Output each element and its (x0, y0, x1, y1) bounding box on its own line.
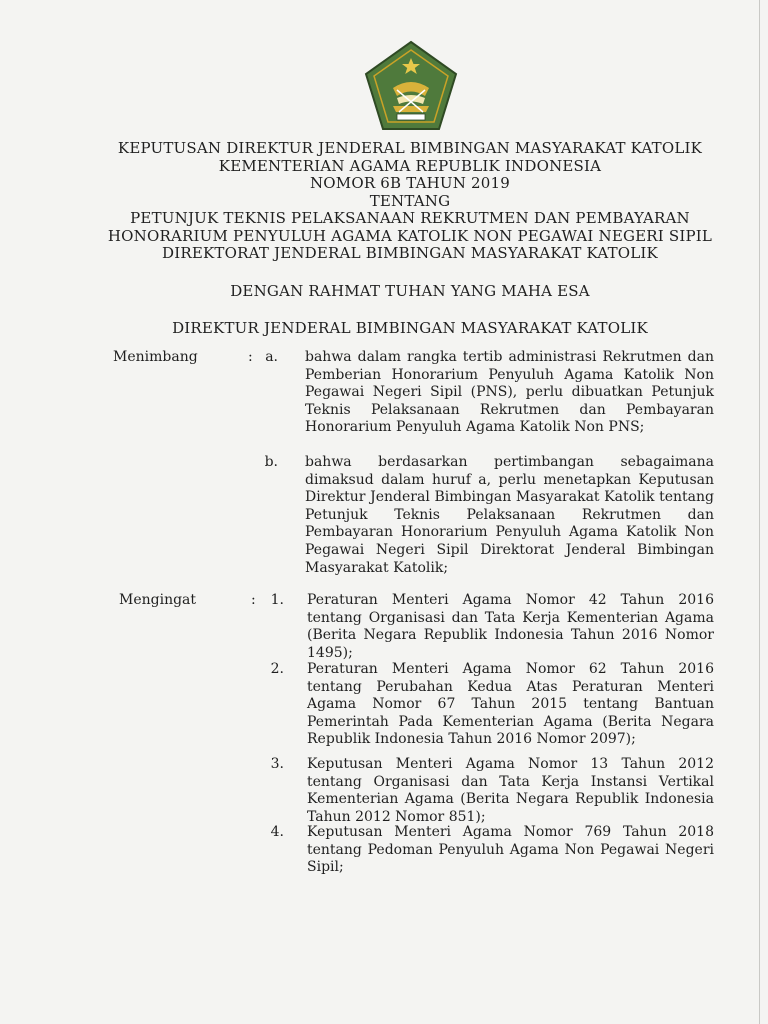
mengingat-item-3-num: 3. (270, 756, 284, 772)
menimbang-colon: : (248, 349, 253, 365)
menimbang-item-b-num: b. (264, 454, 278, 470)
mengingat-label: Mengingat (119, 592, 197, 608)
menimbang-item-b-text: bahwa berdasarkan pertimbangan sebagaimana dimaksud dalam huruf a, perlu menetapkan Keputusan Direktur Jenderal Bimbingan Masyarakat Katolik tentang Petunjuk Teknis Pelaksanaan Rekrutmen dan Pembayaran Honorarium Penyuluh Agama Katolik Non Pegawai Negeri Sipil Direktorat Jenderal Bimbingan Masyarakat Katolik; (305, 454, 714, 576)
subject-line-2: HONORARIUM PENYULUH AGAMA KATOLIK NON PEGAWAI NEGERI SIPIL (107, 226, 713, 245)
title-line-1: KEPUTUSAN DIREKTUR JENDERAL BIMBINGAN MASYARAKAT KATOLIK (117, 139, 703, 157)
mengingat-item-1-text: Peraturan Menteri Agama Nomor 42 Tahun 2016 tentang Organisasi dan Tata Kerja Kementerian Agama (Berita Negara Republik Indonesia Tahun 2016 Nomor 1495); (307, 592, 714, 661)
mengingat-colon: : (251, 592, 256, 608)
mengingat-item-1-num: 1. (270, 592, 284, 608)
decree-number: NOMOR 6B TAHUN 2019 (309, 174, 511, 192)
menimbang-item-a-text: bahwa dalam rangka tertib administrasi Rekrutmen dan Pemberian Honorarium Penyuluh Agama Katolik Non Pegawai Negeri Sipil (PNS), perlu dibuatkan Petunjuk Teknis Pelaksanaan Rekrutmen dan Pembayaran Honorarium Penyuluh Agama Katolik Non PNS; (305, 349, 714, 436)
subject-line-1: PETUNJUK TEKNIS PELAKSANAAN REKRUTMEN DAN PEMBAYARAN (130, 209, 690, 227)
title-line-2: KEMENTERIAN AGAMA REPUBLIK INDONESIA (218, 156, 602, 175)
issuer-line: DIREKTUR JENDERAL BIMBINGAN MASYARAKAT KATOLIK (172, 319, 648, 337)
subject-line-3: DIREKTORAT JENDERAL BIMBINGAN MASYARAKAT KATOLIK (162, 244, 658, 262)
mengingat-item-3-text: Keputusan Menteri Agama Nomor 13 Tahun 2012 tentang Organisasi dan Tata Kerja Instansi Vertikal Kementerian Agama (Berita Negara Republik Indonesia Tahun 2012 Nomor 851); (307, 756, 714, 825)
mengingat-item-2-num: 2. (270, 661, 284, 677)
menimbang-item-a-num: a. (265, 349, 278, 365)
blessing-line: DENGAN RAHMAT TUHAN YANG MAHA ESA (230, 281, 590, 300)
mengingat-item-4-num: 4. (270, 824, 284, 840)
mengingat-item-4-text: Keputusan Menteri Agama Nomor 769 Tahun 2018 tentang Pedoman Penyuluh Agama Non Pegawai Negeri Sipil; (307, 824, 714, 876)
tentang-line: TENTANG (369, 191, 451, 210)
mengingat-item-2-text: Peraturan Menteri Agama Nomor 62 Tahun 2016 tentang Perubahan Kedua Atas Peraturan Menteri Agama Nomor 67 Tahun 2015 tentang Bantuan Pemerintah Pada Kementerian Agama (Berita Negara Republik Indonesia Tahun 2016 Nomor 2097); (307, 661, 714, 748)
menimbang-label: Menimbang (113, 349, 198, 365)
